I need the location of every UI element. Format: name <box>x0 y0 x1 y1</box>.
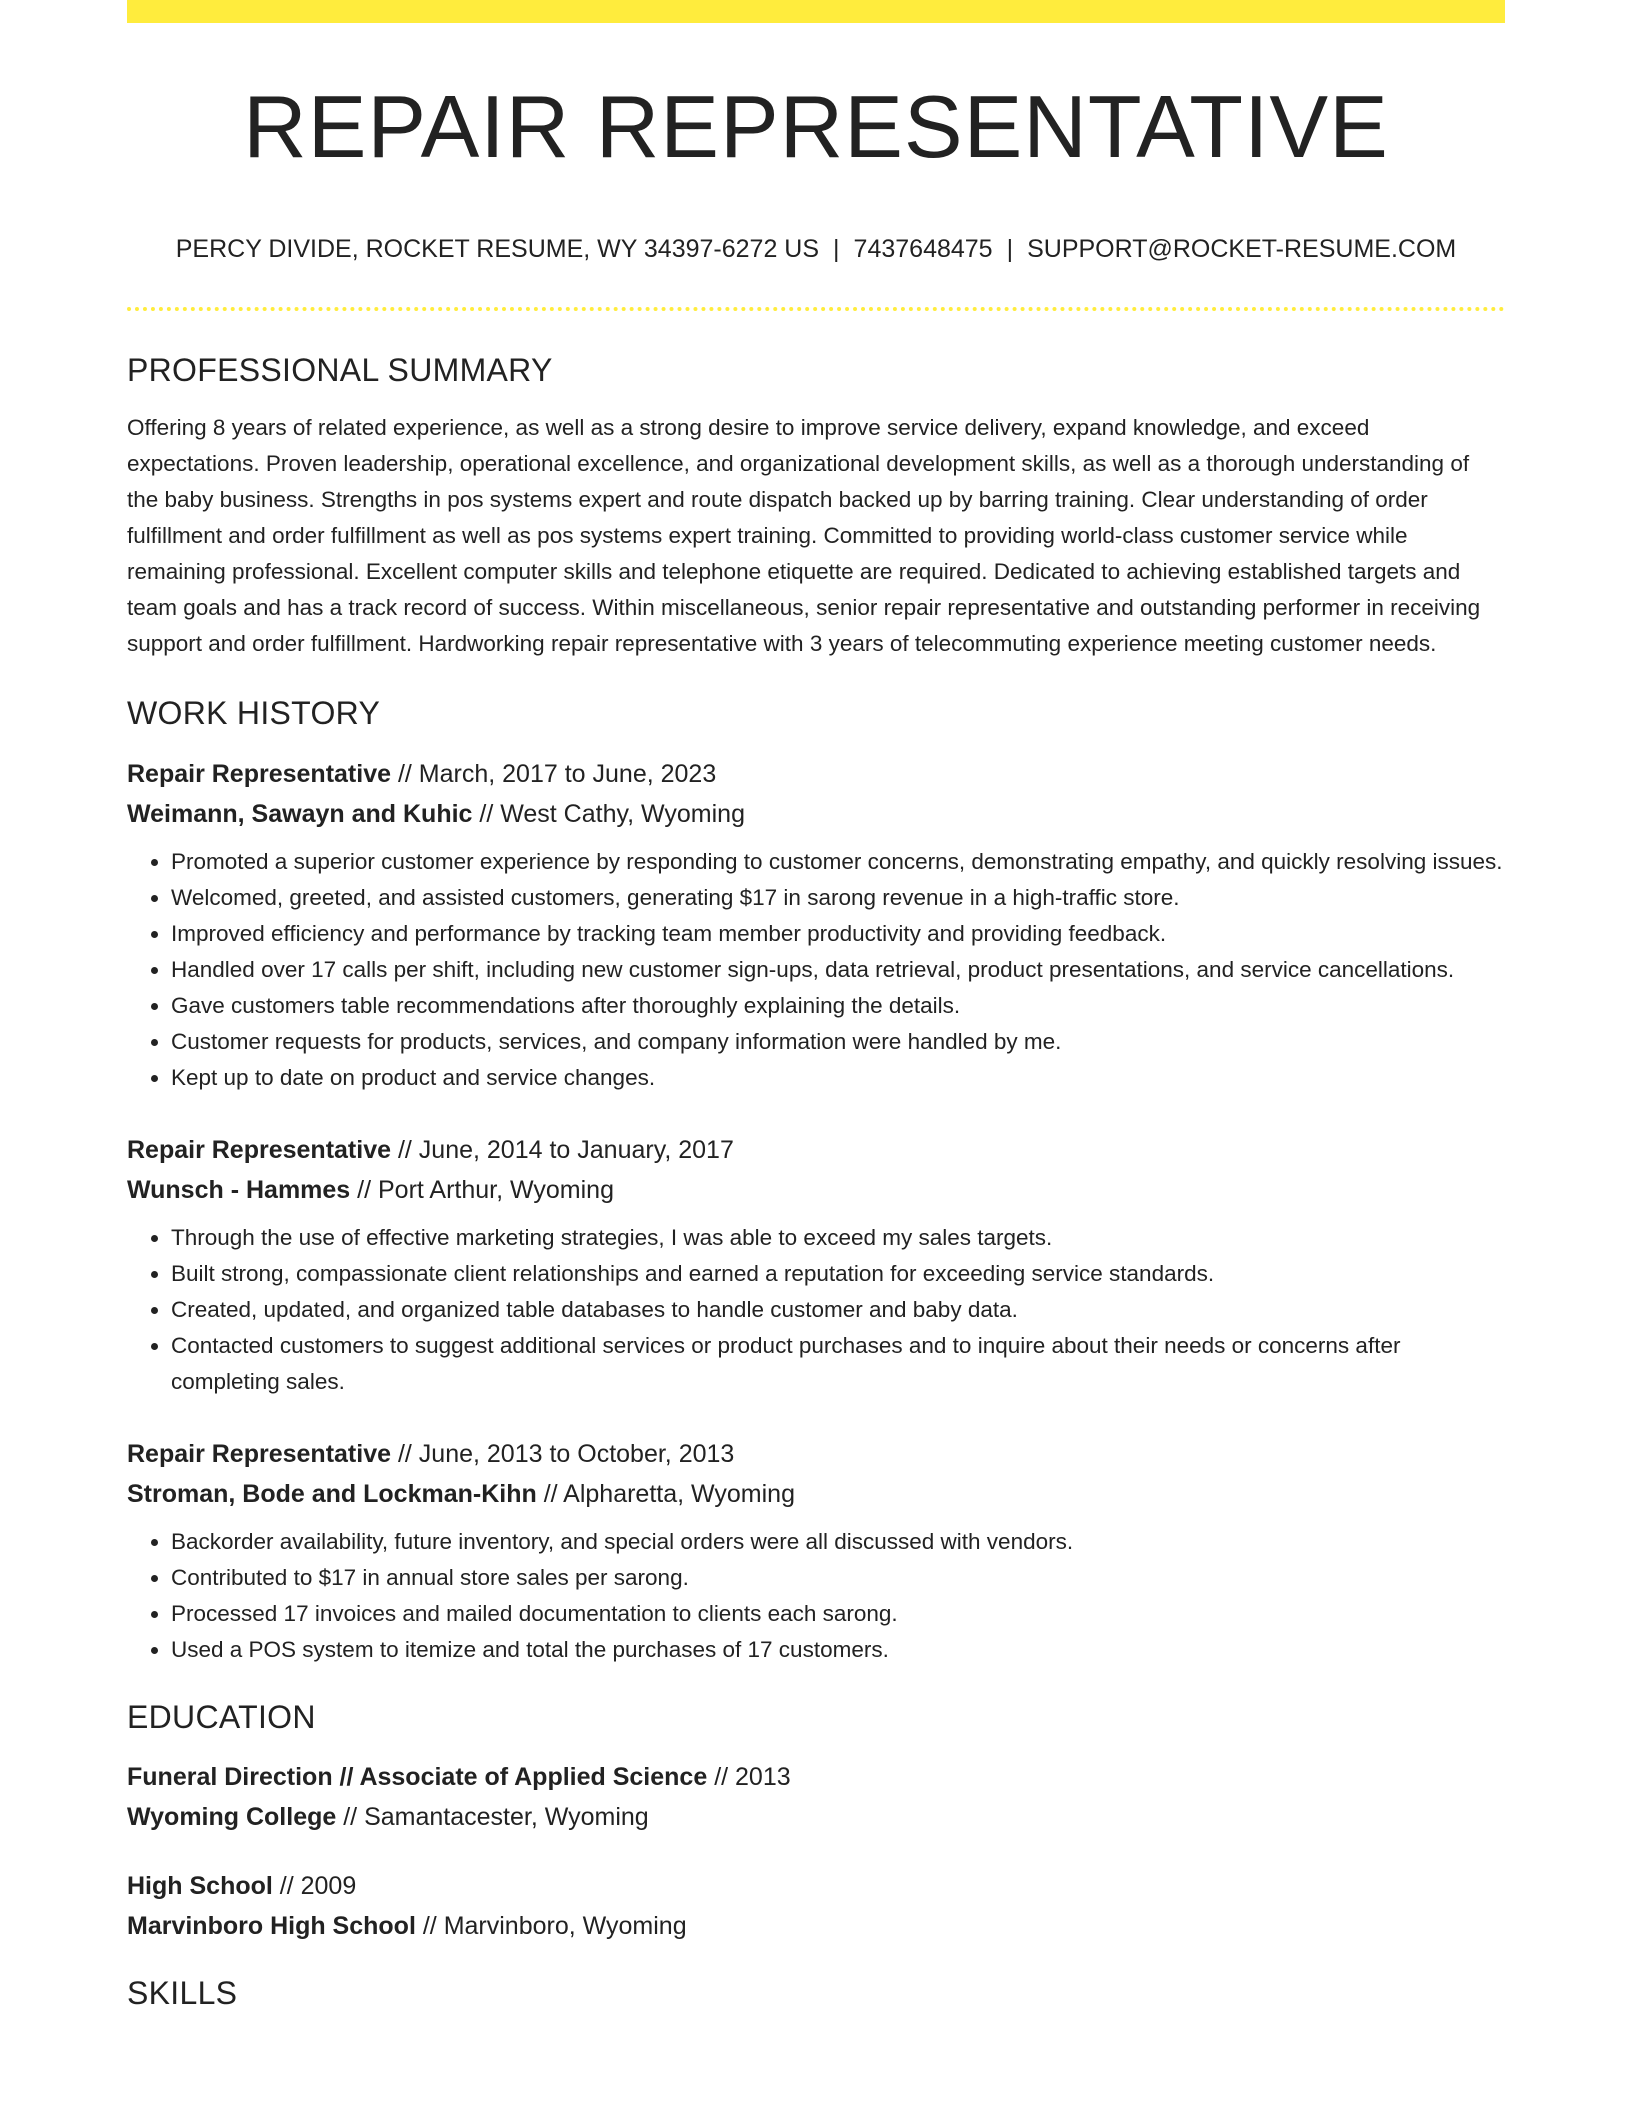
job-bullets <box>127 844 1505 1096</box>
summary-text: Offering 8 years of related experience, as well as a strong desire to improve service delivery, expand knowledge, and exceed expectations. Proven leadership, operational excellence, and organizational development skills, as well as a thorough understanding of the baby business. Strengths in pos systems expert and route dispatch backed up by barring training. Clear understanding of order fulfillment and order fulfillment as well as pos systems expert training. Committed to providing world-class customer service while remaining professional. Excellent computer skills and telephone etiquette are required. Dedicated to achieving established targets and team goals and has a track record of success. Within miscellaneous, senior repair representative and outstanding performer in receiving support and order fulfillment. Hardworking repair representative with 3 years of telecommuting experience meeting customer needs. <box>127 415 1481 657</box>
job-bullet: • Improved efficiency and performance by tracking team member productivity and providing feedback. <box>171 916 1505 952</box>
job-entry <box>127 1130 1505 1400</box>
resume-title: REPAIR REPRESENTATIVE <box>243 77 1389 176</box>
education-school: Marvinboro High School <box>127 1911 416 1940</box>
education-degree: Funeral Direction // Associate of Applied Science <box>127 1762 708 1791</box>
contact-address: PERCY DIVIDE, ROCKET RESUME, WY 34397-6272 US <box>175 234 820 263</box>
job-bullet: • Backorder availability, future inventory, and special orders were all discussed with vendors. <box>171 1524 1505 1560</box>
contact-email: SUPPORT@ROCKET-RESUME.COM <box>1027 234 1457 263</box>
education-entry <box>127 1866 1505 1946</box>
job-bullet: • Handled over 17 calls per shift, including new customer sign-ups, data retrieval, product presentations, and service cancellations. <box>171 952 1505 988</box>
education-location: // Samantacester, Wyoming <box>336 1802 649 1831</box>
top-accent-bar <box>127 0 1505 23</box>
education-school-line <box>127 1906 1505 1946</box>
dotted-divider <box>127 307 1505 311</box>
job-location: // Port Arthur, Wyoming <box>350 1175 614 1204</box>
job-company-line <box>127 1170 1505 1210</box>
job-company: Stroman, Bode and Lockman-Kihn <box>127 1479 537 1508</box>
job-bullet: • Used a POS system to itemize and total the purchases of 17 customers. <box>171 1632 1505 1668</box>
education-degree-line <box>127 1757 1505 1797</box>
job-company: Weimann, Sawayn and Kuhic <box>127 799 473 828</box>
job-bullet: • Contributed to $17 in annual store sales per sarong. <box>171 1560 1505 1596</box>
job-role: Repair Representative <box>127 759 392 788</box>
education-location: // Marvinboro, Wyoming <box>415 1911 687 1940</box>
contact-separator: | <box>1006 234 1014 263</box>
education-heading: EDUCATION <box>127 1698 316 1735</box>
contact-phone: 7437648475 <box>853 234 993 263</box>
summary-heading: PROFESSIONAL SUMMARY <box>127 351 553 388</box>
education-school-line <box>127 1797 1505 1837</box>
job-dates: // June, 2014 to January, 2017 <box>391 1135 734 1164</box>
education-degree-line <box>127 1866 1505 1906</box>
job-bullet: • Kept up to date on product and service changes. <box>171 1060 1505 1096</box>
job-bullets <box>127 1524 1505 1668</box>
job-company: Wunsch - Hammes <box>127 1175 351 1204</box>
job-entry <box>127 754 1505 1096</box>
job-entry <box>127 1434 1505 1668</box>
job-bullet: • Built strong, compassionate client relationships and earned a reputation for exceeding service standards. <box>171 1256 1505 1292</box>
job-bullet: • Promoted a superior customer experience by responding to customer concerns, demonstrating empathy, and quickly resolving issues. <box>171 844 1505 880</box>
job-role: Repair Representative <box>127 1439 392 1468</box>
job-bullet: • Gave customers table recommendations after thoroughly explaining the details. <box>171 988 1505 1024</box>
contact-line <box>127 234 1505 264</box>
job-role-line <box>127 1434 1505 1474</box>
job-role: Repair Representative <box>127 1135 392 1164</box>
job-role-line <box>127 1130 1505 1170</box>
work-history-heading: WORK HISTORY <box>127 695 381 732</box>
resume-page <box>127 0 1505 2012</box>
job-location: // Alpharetta, Wyoming <box>536 1479 795 1508</box>
job-location: // West Cathy, Wyoming <box>472 799 745 828</box>
job-bullet: • Customer requests for products, services, and company information were handled by me. <box>171 1024 1505 1060</box>
job-bullet: • Through the use of effective marketing strategies, I was able to exceed my sales targets. <box>171 1220 1505 1256</box>
education-entry <box>127 1757 1505 1837</box>
education-year: // 2013 <box>707 1762 791 1791</box>
job-role-line <box>127 754 1505 794</box>
job-company-line <box>127 1474 1505 1514</box>
job-bullet: • Welcomed, greeted, and assisted customers, generating $17 in sarong revenue in a high-traffic store. <box>171 880 1505 916</box>
job-dates: // March, 2017 to June, 2023 <box>391 759 717 788</box>
education-degree: High School <box>127 1871 273 1900</box>
education-year: // 2009 <box>272 1871 357 1900</box>
contact-separator: | <box>833 234 840 263</box>
job-bullet: • Processed 17 invoices and mailed documentation to clients each sarong. <box>171 1596 1505 1632</box>
job-bullets <box>127 1220 1505 1400</box>
skills-heading: SKILLS <box>127 1974 238 2011</box>
job-bullet: • Contacted customers to suggest additional services or product purchases and to inquire about their needs or concerns after completing sales. <box>171 1328 1505 1400</box>
job-company-line <box>127 794 1505 834</box>
education-school: Wyoming College <box>127 1802 337 1831</box>
job-bullet: • Created, updated, and organized table databases to handle customer and baby data. <box>171 1292 1505 1328</box>
job-dates: // June, 2013 to October, 2013 <box>391 1439 735 1468</box>
